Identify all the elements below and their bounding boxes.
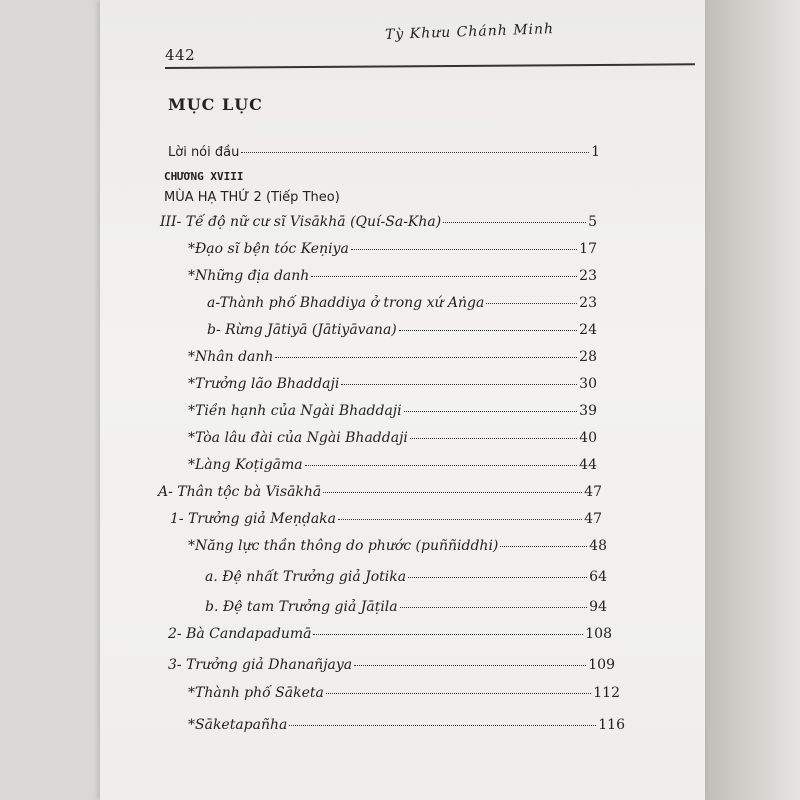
toc-entry-title: 3- Trưởng giả Dhanañjaya bbox=[168, 657, 353, 673]
toc-entry-title: *Năng lực thần thông do phước (puññiddhi) bbox=[188, 538, 499, 554]
toc-entry-page: 23 bbox=[579, 295, 597, 311]
toc-entry bbox=[188, 684, 620, 702]
toc-entry-title: Lời nói đầu bbox=[168, 145, 240, 160]
toc-entry-title: 1- Trưởng giả Meṇḍaka bbox=[170, 511, 337, 527]
toc-entry bbox=[170, 510, 602, 528]
toc-entry bbox=[188, 348, 597, 366]
toc-entry-page: 108 bbox=[585, 626, 612, 642]
season-heading: MÙA HẠ THỨ 2 (Tiếp Theo) bbox=[164, 190, 340, 205]
toc-entry-page: 109 bbox=[588, 657, 615, 673]
toc-entry-title: *Tiền hạnh của Ngài Bhaddaji bbox=[188, 403, 402, 419]
toc-entry-page: 44 bbox=[579, 457, 597, 473]
toc-entry-page: 64 bbox=[589, 569, 607, 585]
leader-dots bbox=[400, 607, 588, 608]
page-number: 442 bbox=[165, 46, 196, 64]
toc-entry-title: *Những địa danh bbox=[188, 268, 310, 284]
toc-entry bbox=[188, 240, 597, 258]
toc-entry-title: *Làng Koṭigāma bbox=[188, 457, 303, 473]
leader-dots bbox=[486, 303, 577, 304]
toc-entry-page: 112 bbox=[593, 685, 620, 701]
toc-entry-page: 5 bbox=[588, 214, 597, 230]
leader-dots bbox=[275, 357, 577, 358]
toc-entry bbox=[188, 537, 607, 555]
toc-entry-title: b. Đệ tam Trưởng giả Jāṭila bbox=[205, 599, 398, 615]
toc-entry-page: 40 bbox=[579, 430, 597, 446]
toc-entry-title: A- Thân tộc bà Visākhā bbox=[158, 484, 322, 500]
toc-entry-page: 47 bbox=[584, 511, 602, 527]
toc-entry-title: b- Rừng Jātiyā (Jātiyāvana) bbox=[207, 322, 397, 338]
toc-entry-title: *Thành phố Sāketa bbox=[188, 685, 324, 701]
toc-entry bbox=[188, 716, 625, 734]
toc-entry-title: *Sāketapañha bbox=[188, 717, 288, 733]
toc-title: MỤC LỤC bbox=[168, 95, 263, 114]
toc-entry bbox=[205, 568, 607, 586]
page-edge-shadow bbox=[705, 0, 800, 800]
toc-entry bbox=[168, 625, 612, 643]
toc-entry-page: 24 bbox=[579, 322, 597, 338]
toc-entry-page: 94 bbox=[589, 599, 607, 615]
toc-entry bbox=[188, 456, 597, 474]
toc-entry-title: *Tòa lâu đài của Ngài Bhaddaji bbox=[188, 430, 408, 446]
leader-dots bbox=[500, 546, 587, 547]
toc-entry-title: *Đạo sĩ bện tóc Keṇiya bbox=[188, 241, 349, 257]
leader-dots bbox=[354, 665, 586, 666]
toc-entry bbox=[188, 375, 597, 393]
leader-dots bbox=[289, 725, 596, 726]
toc-entry bbox=[188, 429, 597, 447]
leader-dots bbox=[351, 249, 577, 250]
toc-entry-page: 28 bbox=[579, 349, 597, 365]
toc-entry-page: 17 bbox=[579, 241, 597, 257]
leader-dots bbox=[410, 438, 577, 439]
toc-entry bbox=[188, 402, 597, 420]
book-page bbox=[100, 0, 705, 800]
toc-entry-page: 47 bbox=[584, 484, 602, 500]
toc-entry-page: 23 bbox=[579, 268, 597, 284]
toc-entry-page: 30 bbox=[579, 376, 597, 392]
leader-dots bbox=[326, 693, 591, 694]
leader-dots bbox=[341, 384, 577, 385]
toc-entry bbox=[207, 294, 597, 312]
toc-entry bbox=[205, 598, 607, 616]
toc-entry-title: III- Tế độ nữ cư sĩ Visākhā (Quí-Sa-Kha) bbox=[160, 214, 442, 230]
leader-dots bbox=[313, 634, 583, 635]
toc-entry-title: a. Đệ nhất Trưởng giả Jotika bbox=[205, 569, 407, 585]
toc-entry-page: 39 bbox=[579, 403, 597, 419]
toc-entry-title: a-Thành phố Bhaddiya ở trong xứ Aṅga bbox=[207, 295, 485, 311]
leader-dots bbox=[399, 330, 577, 331]
toc-entry-title: 2- Bà Candapadumā bbox=[168, 626, 312, 642]
toc-entry bbox=[188, 267, 597, 285]
toc-entries bbox=[100, 0, 705, 800]
toc-entry-title: *Trưởng lão Bhaddaji bbox=[188, 376, 340, 392]
leader-dots bbox=[338, 519, 582, 520]
leader-dots bbox=[311, 276, 577, 277]
toc-entry-page: 116 bbox=[598, 717, 625, 733]
leader-dots bbox=[404, 411, 578, 412]
toc-entry bbox=[158, 483, 602, 501]
leader-dots bbox=[408, 577, 587, 578]
toc-entry-page: 1 bbox=[591, 144, 600, 160]
leader-dots bbox=[323, 492, 582, 493]
running-head: Tỳ Khưu Chánh Minh bbox=[384, 21, 555, 43]
toc-entry bbox=[160, 213, 597, 231]
toc-entry-loi-noi-dau bbox=[168, 143, 600, 162]
leader-dots bbox=[241, 152, 589, 153]
toc-entry-title: *Nhân danh bbox=[188, 349, 274, 365]
toc-entry bbox=[207, 321, 597, 339]
toc-entry bbox=[168, 656, 615, 674]
chapter-heading: CHƯƠNG XVIII bbox=[164, 170, 244, 183]
toc-entry-page: 48 bbox=[589, 538, 607, 554]
leader-dots bbox=[305, 465, 578, 466]
leader-dots bbox=[443, 222, 586, 223]
